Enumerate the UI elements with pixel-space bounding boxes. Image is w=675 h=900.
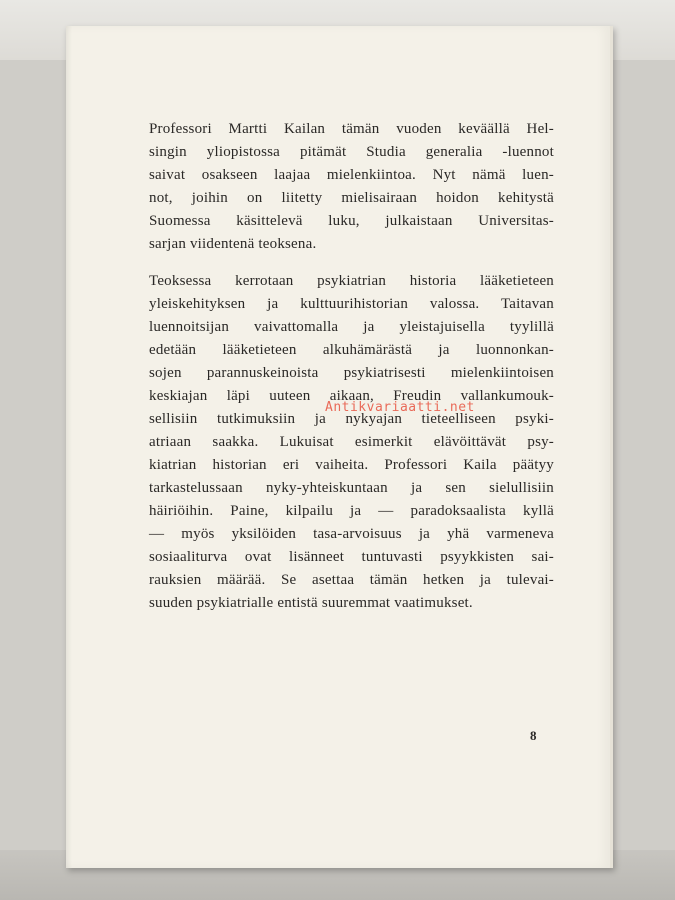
text-line: not, joihin on liitetty mielisairaan hoidon kehitystä [149, 190, 554, 206]
text-line: luennoitsijan vaivattomalla ja yleistajuisella tyylillä [149, 319, 554, 335]
text-line: tarkastelussaan nyky-yhteiskuntaan ja sen sielullisiin [149, 480, 554, 496]
text-line: häiriöihin. Paine, kilpailu ja — paradoksaalista kyllä [149, 503, 554, 519]
page-number: 8 [530, 728, 537, 743]
text-line: saivat osakseen laajaa mielenkiintoa. Nyt nämä luen- [149, 167, 554, 183]
text-line: Suomessa käsittelevä luku, julkaistaan Universitas- [149, 213, 554, 229]
text-line: sarjan viidentenä teoksena. [149, 236, 317, 252]
text-line: sellisiin tutkimuksiin ja nykyajan tieteelliseen psyki- [149, 411, 554, 427]
watermark: Antikvariaatti.net [325, 400, 475, 415]
text-line: singin yliopistossa pitämät Studia generalia -luennot [149, 144, 554, 160]
paragraph-gap [149, 256, 554, 270]
text-line: atriaan saakka. Lukuisat esimerkit elävöittävät psy- [149, 434, 554, 450]
text-line: sosiaaliturva ovat lisänneet tuntuvasti psyykkisten sai- [149, 549, 554, 565]
paragraph-1 [149, 118, 554, 256]
text-line: yleiskehityksen ja kulttuurihistorian valossa. Taitavan [149, 296, 554, 312]
text-line: edetään lääketieteen alkuhämärästä ja luonnonkan- [149, 342, 554, 358]
text-line: Professori Martti Kailan tämän vuoden keväällä Hel- [149, 121, 554, 137]
text-line: keskiajan läpi uuteen aikaan, Freudin vallankumouk- [149, 388, 554, 404]
text-line: sojen parannuskeinoista psykiatrisesti mielenkiintoisen [149, 365, 554, 381]
text-line: suuden psykiatrialle entistä suuremmat vaatimukset. [149, 595, 473, 611]
paragraph-2 [149, 270, 554, 615]
text-line: — myös yksilöiden tasa-arvoisuus ja yhä varmeneva [149, 526, 554, 542]
cover-edge-shadow [66, 26, 72, 868]
text-line: kiatrian historian eri vaiheita. Professori Kaila päätyy [149, 457, 554, 473]
text-line: Teoksessa kerrotaan psykiatrian historia lääketieteen [149, 273, 554, 289]
text-line: rauksien määrää. Se asettaa tämän hetken ja tulevai- [149, 572, 554, 588]
blurb-text [149, 118, 554, 615]
